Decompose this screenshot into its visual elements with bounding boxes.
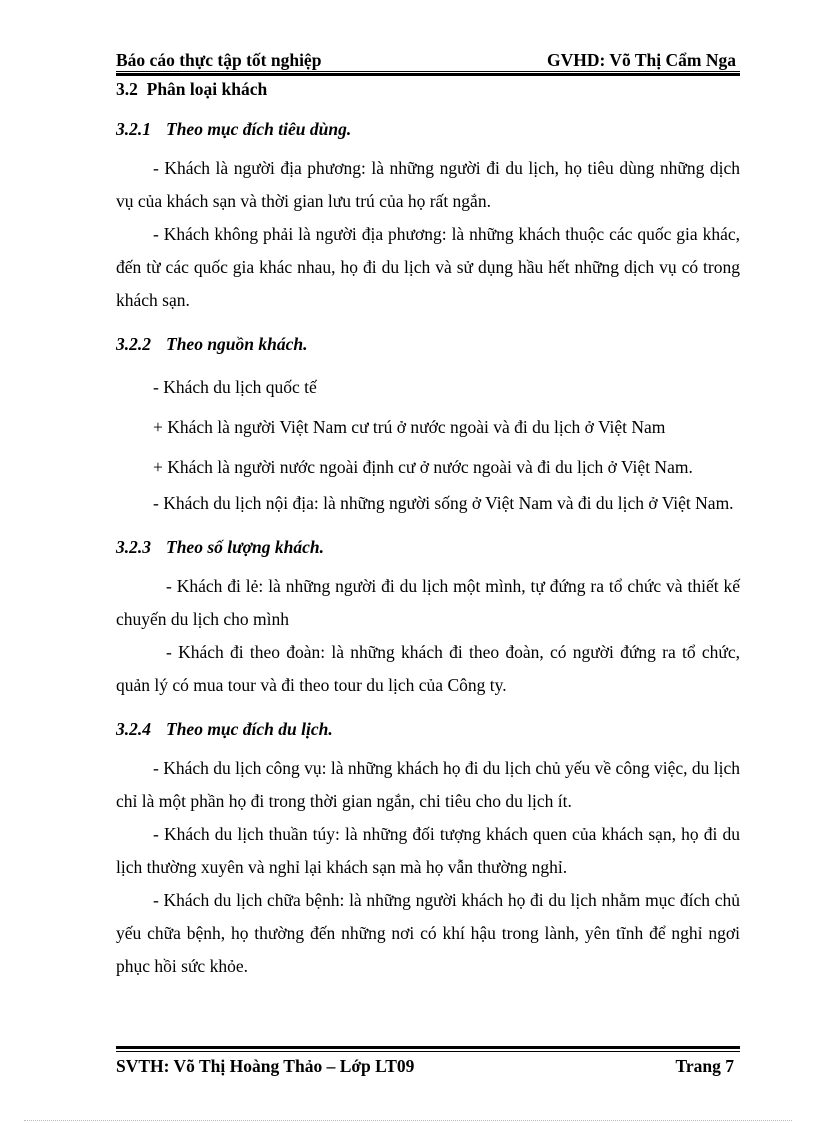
paragraph: + Khách là người Việt Nam cư trú ở nước ngoài và đi du lịch ở Việt Nam: [153, 417, 666, 437]
page-bottom-dotted-line: [24, 1120, 792, 1121]
subsection-number: 3.2.1: [116, 119, 151, 139]
paragraph: - Khách không phải là người địa phương: là những khách thuộc các quốc gia khác, đến từ các quốc gia khác nhau, họ đi du lịch và sử dụng hầu hết những dịch vụ có trong khách sạn.: [116, 224, 740, 310]
subsection-number: 3.2.3: [116, 537, 151, 557]
subsection-heading: [116, 534, 740, 560]
paragraph: - Khách đi lẻ: là những người đi du lịch một mình, tự đứng ra tổ chức và thiết kế chuyến du lịch cho mình: [116, 576, 740, 629]
subsection-title: Theo mục đích du lịch.: [166, 719, 333, 739]
header-supervisor: GVHD: Võ Thị Cẩm Nga: [547, 50, 736, 70]
header-rule-thin: [116, 71, 740, 72]
footer-rule-thin: [116, 1051, 740, 1052]
paragraph: - Khách du lịch quốc tế: [153, 377, 317, 397]
subsection-title: Theo mục đích tiêu dùng.: [166, 119, 352, 139]
subsection-number: 3.2.2: [116, 334, 151, 354]
page-footer: [116, 1056, 740, 1078]
subsection-title: Theo số lượng khách.: [166, 537, 324, 557]
paragraph: - Khách du lịch công vụ: là những khách họ đi du lịch chủ yếu về công việc, du lịch chỉ là một phần họ đi trong thời gian ngắn, chi tiêu cho du lịch ít.: [116, 758, 740, 811]
paragraph: - Khách là người địa phương: là những người đi du lịch, họ tiêu dùng những dịch vụ của khách sạn và thời gian lưu trú của họ rất ngắn.: [116, 158, 740, 211]
paragraph: - Khách du lịch nội địa: là những người sống ở Việt Nam và đi du lịch ở Việt Nam.: [153, 493, 734, 513]
subsection-heading: [116, 331, 740, 357]
header-report-title: Báo cáo thực tập tốt nghiệp: [116, 50, 322, 70]
section-number: 3.2: [116, 79, 138, 99]
footer-rule-thick: [116, 1046, 740, 1049]
subsection-heading: [116, 116, 740, 142]
footer-student: SVTH: Võ Thị Hoàng Thảo – Lớp LT09: [116, 1056, 415, 1076]
paragraph: - Khách du lịch thuần túy: là những đối tượng khách quen của khách sạn, họ đi du lịch thường xuyên và nghỉ lại khách sạn mà họ vẫn thường nghỉ.: [116, 824, 740, 877]
page-header: [116, 50, 740, 72]
document-page: [116, 0, 740, 1123]
subsection-number: 3.2.4: [116, 719, 151, 739]
section-heading: [116, 76, 740, 102]
paragraph: + Khách là người nước ngoài định cư ở nước ngoài và đi du lịch ở Việt Nam.: [153, 457, 693, 477]
paragraph: - Khách du lịch chữa bệnh: là những người khách họ đi du lịch nhằm mục đích chủ yếu chữa bệnh, họ thường đến những nơi có khí hậu trong lành, yên tĩnh để nghỉ ngơi phục hồi sức khỏe.: [116, 890, 740, 976]
footer-page-number: Trang 7: [675, 1056, 734, 1076]
subsection-title: Theo nguồn khách.: [166, 334, 308, 354]
page-content: [116, 76, 740, 983]
subsection-heading: [116, 716, 740, 742]
section-title: Phân loại khách: [146, 79, 268, 99]
paragraph: - Khách đi theo đoàn: là những khách đi theo đoàn, có người đứng ra tổ chức, quản lý có mua tour và đi theo tour du lịch của Công ty.: [116, 642, 740, 695]
